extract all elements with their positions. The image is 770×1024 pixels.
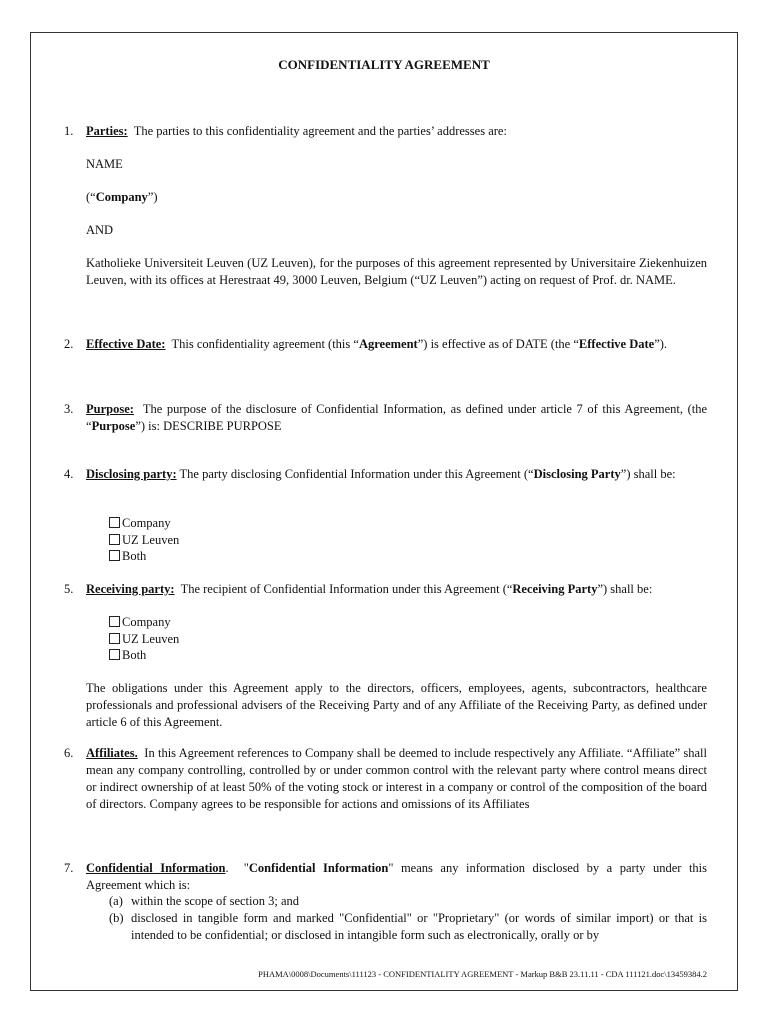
receiving-option-company[interactable] — [109, 614, 171, 631]
confidential-information-term: Confidential Information — [248, 861, 389, 875]
section-7-heading: Confidential Information — [86, 861, 226, 875]
section-6-text — [86, 745, 707, 813]
section-4-part-2: ”) shall be: — [620, 467, 676, 481]
option-label: Company — [122, 516, 171, 530]
checkbox-icon[interactable] — [109, 534, 120, 545]
company-quote-close: ”) — [147, 190, 158, 204]
checkbox-icon[interactable] — [109, 550, 120, 561]
effective-date-term: Effective Date — [578, 337, 655, 351]
obligations-paragraph: The obligations under this Agreement apply to the directors, officers, employees, agents, subcontractors, healthcare professionals and professional advisers of the Receiving Party and of any Affiliate of the Receiving Party, as defined under article 6 of this Agreement. — [86, 681, 707, 729]
checkbox-icon[interactable] — [109, 633, 120, 644]
disclosing-option-both[interactable] — [109, 548, 146, 565]
receiving-option-both[interactable] — [109, 647, 146, 664]
option-label: Both — [122, 549, 147, 563]
section-3-text — [86, 401, 707, 435]
section-1-intro — [86, 123, 707, 140]
section-5-text — [86, 581, 707, 598]
section-2-part-3: ”). — [654, 337, 668, 351]
section-3-heading: Purpose: — [86, 402, 134, 416]
section-5-number: 5. — [64, 582, 74, 596]
section-3-part-2: ”) is: DESCRIBE PURPOSE — [135, 419, 282, 433]
section-1-text: The parties to this confidentiality agreement and the parties’ addresses are: — [133, 124, 507, 138]
section-1-heading: Parties: — [86, 124, 128, 138]
section-2-text — [86, 336, 707, 353]
clause-b-text: disclosed in tangible form and marked "Confidential" or "Proprietary" (or words of similar import) or that is intended to be confidential; or disclosed in intangible form such as electronically, orally or by — [131, 911, 707, 942]
option-label: Company — [122, 615, 171, 629]
section-2-part-2: ”) is effective as of DATE (the “ — [417, 337, 579, 351]
clause-a-text: within the scope of section 3; and — [131, 894, 300, 908]
section-2-part-1: This confidentiality agreement (this “ — [171, 337, 359, 351]
section-5-part-2: ”) shall be: — [597, 582, 653, 596]
section-7-dot: . — [225, 861, 229, 875]
purpose-term: Purpose — [91, 419, 136, 433]
section-7-part-2: " means any information disclosed by a party under this Agreement which is: — [86, 861, 708, 892]
section-4-heading: Disclosing party: — [86, 467, 177, 481]
option-label: Both — [122, 648, 147, 662]
section-5-heading: Receiving party: — [86, 582, 175, 596]
section-3-part-1: The purpose of the disclosure of Confidential Information, as defined under article 7 of this Agreement, (the “ — [86, 402, 708, 433]
disclosing-option-company[interactable] — [109, 515, 171, 532]
agreement-term: Agreement — [358, 337, 418, 351]
disclosing-party-term: Disclosing Party — [533, 467, 621, 481]
company-term: Company — [95, 190, 148, 204]
document-page — [30, 32, 738, 991]
section-4-text — [86, 466, 707, 483]
section-7-quote-open: " — [243, 861, 249, 875]
checkbox-icon[interactable] — [109, 649, 120, 660]
section-5-part-1: The recipient of Confidential Information under this Agreement (“ — [180, 582, 513, 596]
section-3-number: 3. — [64, 402, 74, 416]
disclosing-option-uz-leuven[interactable] — [109, 532, 179, 549]
section-4-part-1: The party disclosing Confidential Information under this Agreement (“ — [179, 467, 534, 481]
section-2-number: 2. — [64, 337, 74, 351]
clause-a-label: (a) — [109, 894, 123, 908]
option-label: UZ Leuven — [122, 532, 180, 547]
uz-leuven-party: Katholieke Universiteit Leuven (UZ Leuven), for the purposes of this agreement represented by Universitaire Ziekenhuizen Leuven, with its offices at Herestraat 49, 3000 Leuven, Belgium (“UZ Leuven”) acting on request of Prof. dr. NAME. — [86, 256, 707, 287]
party-name-placeholder: NAME — [86, 157, 123, 171]
receiving-party-term: Receiving Party — [512, 582, 598, 596]
section-4-number: 4. — [64, 467, 74, 481]
checkbox-icon[interactable] — [109, 517, 120, 528]
section-7-number: 7. — [64, 861, 74, 875]
section-6-body: In this Agreement references to Company shall be deemed to include respectively any Affiliate. “Affiliate” shall mean any company controlling, controlled by or under common control with the relevant party where control means direct or indirect ownership of at least 50% of the voting stock or interest in a company or control of the composition of the board of directors. Company agrees to be responsible for actions and omissions of its Affiliates — [86, 746, 707, 811]
section-6-number: 6. — [64, 746, 74, 760]
clause-b-label: (b) — [109, 911, 124, 925]
company-quote-open: (“ — [86, 190, 96, 204]
section-2-heading: Effective Date: — [86, 337, 166, 351]
option-label: UZ Leuven — [122, 631, 180, 646]
checkbox-icon[interactable] — [109, 616, 120, 627]
section-7-text — [86, 860, 707, 894]
section-1-number: 1. — [64, 124, 74, 138]
document-title: CONFIDENTIALITY AGREEMENT — [278, 57, 490, 72]
company-definition — [86, 189, 707, 206]
receiving-option-uz-leuven[interactable] — [109, 631, 179, 648]
document-footer: PHAMA\0008\Documents\111123 - CONFIDENTIALITY AGREEMENT - Markup B&B 23.11.11 - CDA 111121.doc\13459384.2 — [258, 969, 707, 979]
and-separator: AND — [86, 223, 114, 237]
section-6-heading: Affiliates. — [86, 746, 138, 760]
